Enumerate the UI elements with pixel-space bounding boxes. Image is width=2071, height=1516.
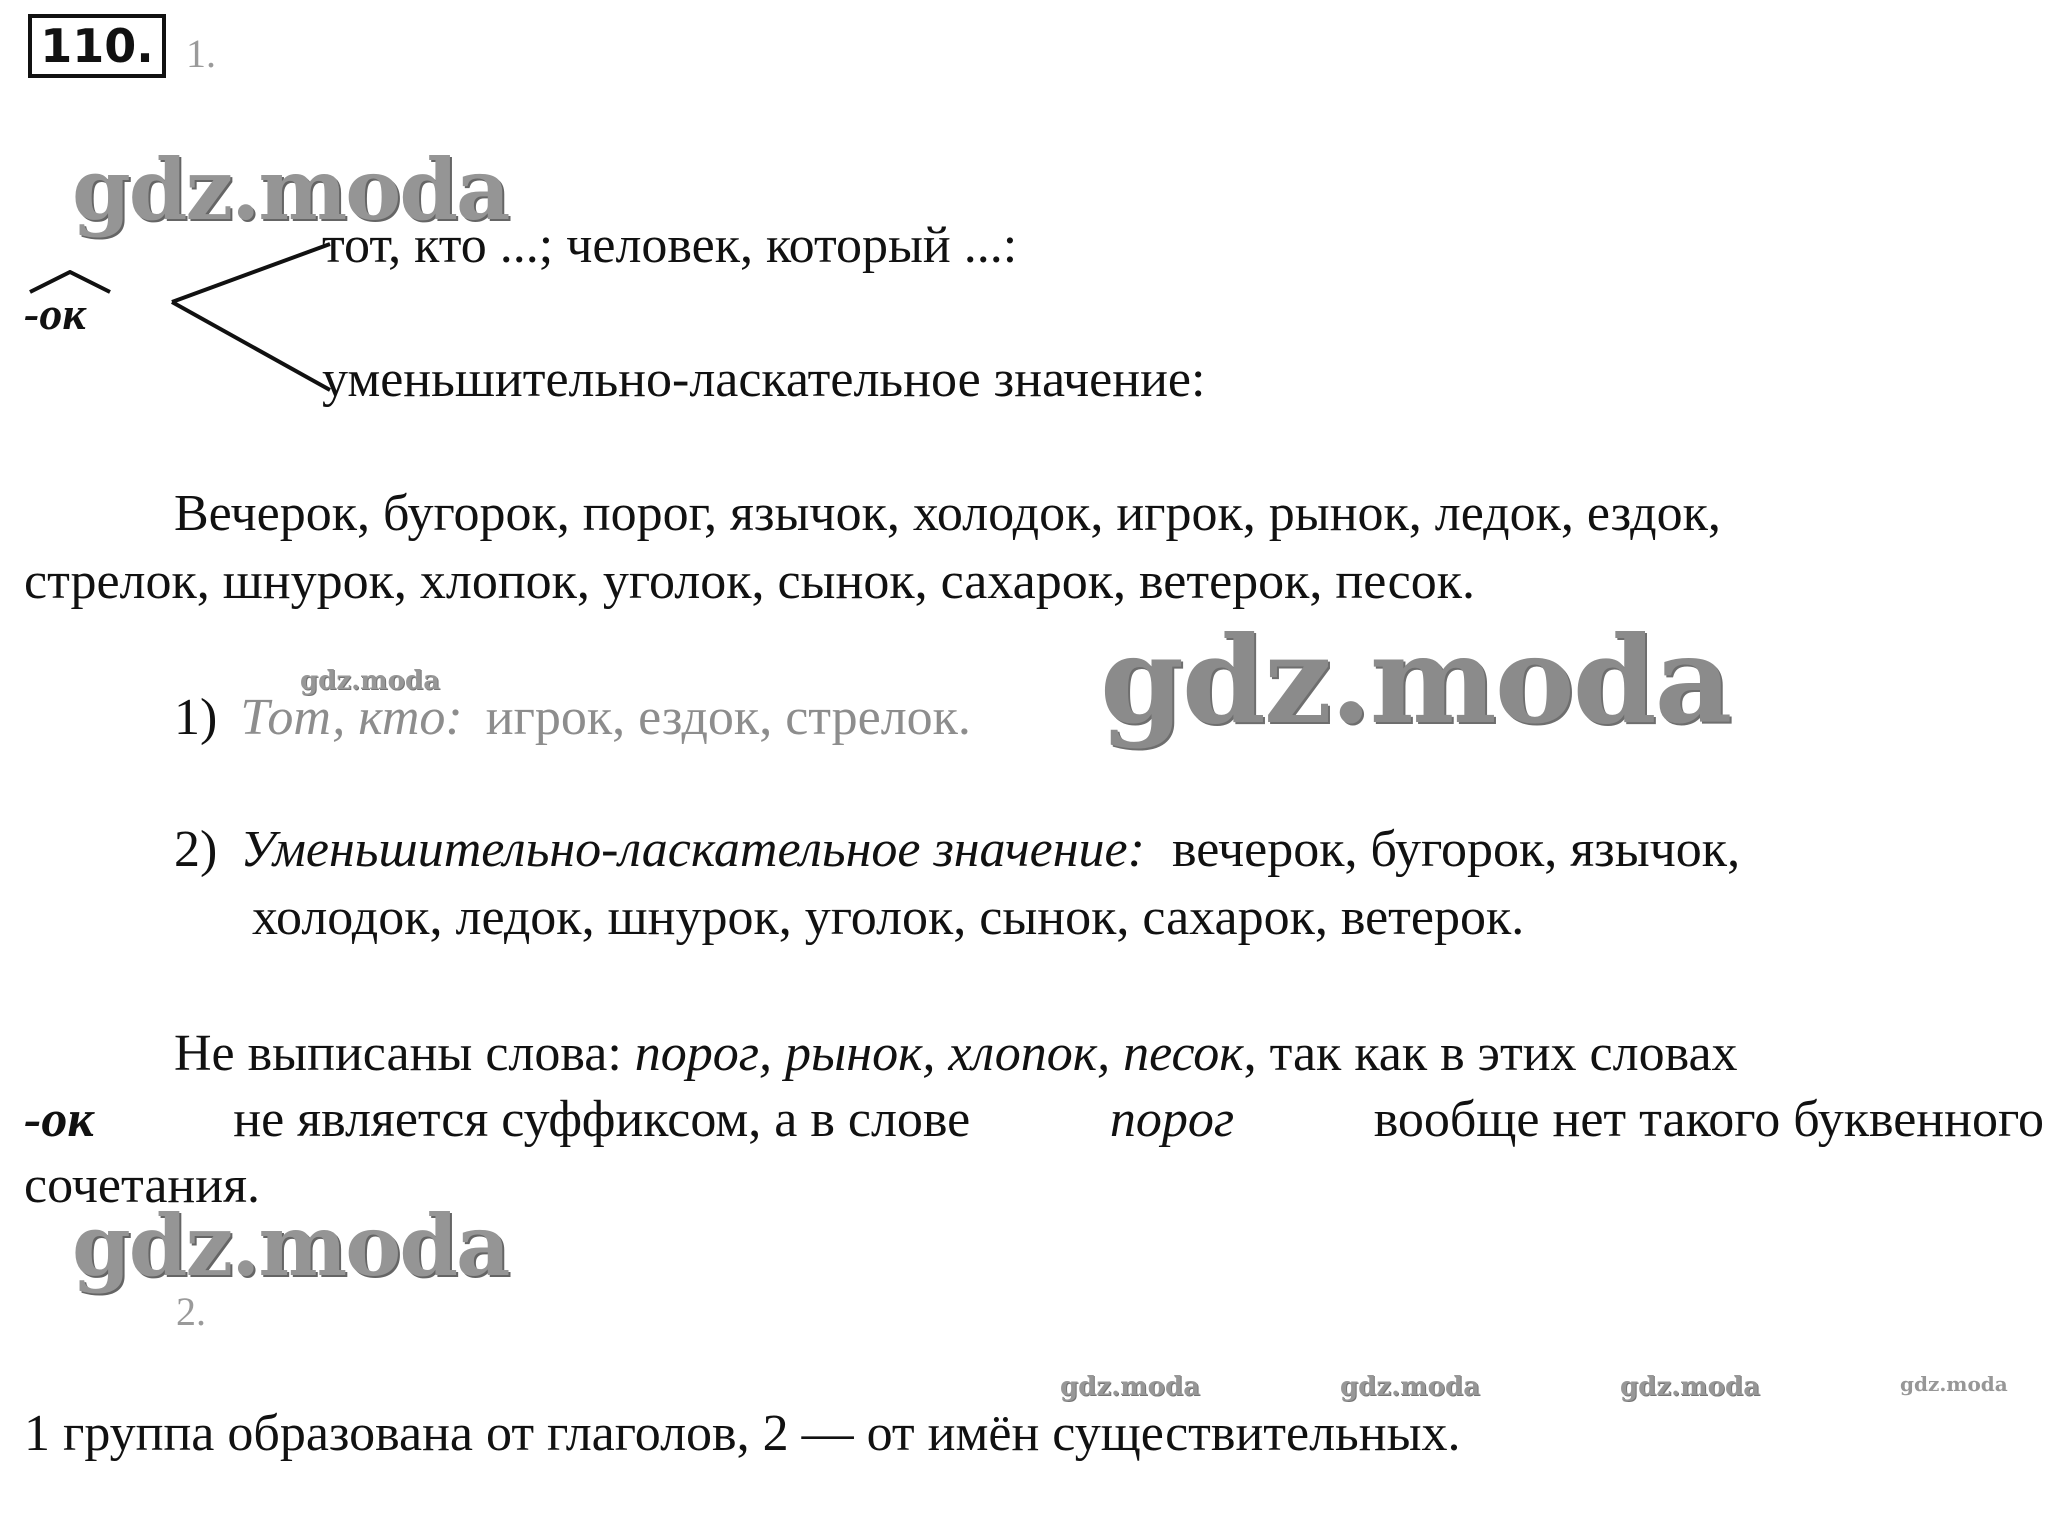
note-line-2: [24, 1086, 2044, 1154]
note-line-1: [174, 1020, 1738, 1088]
scheme-meaning-2: уменьшительно-ласкательное значение:: [322, 351, 1206, 408]
group-2: [174, 816, 1740, 884]
watermark-logo-bottom: gdz.moda: [72, 1196, 509, 1295]
scheme-suffix: -ок: [24, 288, 86, 339]
group-2-label: Уменьшительно-ласкательное значение:: [240, 821, 1145, 878]
group-1-number: 1): [174, 689, 218, 746]
watermark-logo-row-2: gdz.moda: [1340, 1372, 1481, 1402]
note-intro: Не выписаны слова:: [174, 1025, 622, 1082]
note-line-2-text: не является суффиксом, а в слове: [233, 1091, 971, 1148]
word-list-line-1: Вечерок, бугорок, порог, язычок, холодок, игрок, рынок, ледок, ездок,: [174, 485, 1721, 542]
part2-answer: 1 группа образована от глаголов, 2 — от имён существительных.: [24, 1405, 1461, 1462]
bracket-branch-icon: [168, 240, 338, 400]
watermark-logo-row-4: gdz.moda: [1900, 1372, 2008, 1396]
note-excluded-words: порог, рынок, хлопок, песок: [634, 1025, 1244, 1082]
group-1: [174, 684, 971, 752]
task-number: 110.: [28, 14, 166, 78]
note-suffix: -ок: [24, 1091, 94, 1148]
watermark-logo-small: gdz.moda: [300, 666, 441, 696]
note-word-porog: порог: [1109, 1091, 1235, 1148]
group-1-words: игрок, ездок, стрелок.: [485, 689, 971, 746]
part2-label: 2.: [176, 1289, 206, 1334]
group-2-words-line-2: холодок, ледок, шнурок, уголок, сынок, сахарок, ветерок.: [252, 889, 1525, 946]
group-1-label: Тот, кто:: [240, 689, 463, 746]
group-2-number: 2): [174, 821, 218, 878]
scheme-meaning-1: тот, кто ...; человек, который ...:: [322, 217, 1018, 274]
note-tail: , так как в этих словах: [1243, 1025, 1738, 1082]
group-2-words-line-1: вечерок, бугорок, язычок,: [1171, 821, 1741, 878]
watermark-logo-row-3: gdz.moda: [1620, 1372, 1761, 1402]
watermark-logo-large: gdz.moda: [1100, 610, 1731, 751]
word-list-line-2: стрелок, шнурок, хлопок, уголок, сынок, сахарок, ветерок, песок.: [24, 553, 1475, 610]
note-line-3: сочетания.: [24, 1157, 260, 1214]
watermark-logo-row-1: gdz.moda: [1060, 1372, 1201, 1402]
watermark-logo: gdz.moda: [72, 140, 509, 239]
note-line-2-tail: вообще нет такого буквенного: [1373, 1091, 2044, 1148]
part1-label: 1.: [186, 31, 216, 76]
